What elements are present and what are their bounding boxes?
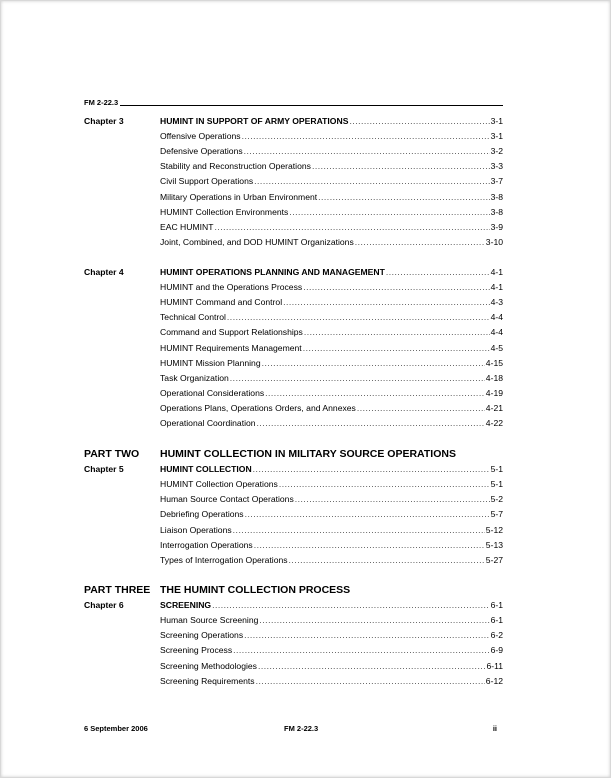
toc-entry[interactable] (84, 128, 503, 143)
toc-entry[interactable] (84, 294, 503, 309)
toc-entry[interactable] (84, 552, 503, 567)
toc-entry[interactable] (84, 189, 503, 204)
toc-entry[interactable] (84, 235, 503, 250)
page-number: 4-4 (490, 327, 503, 338)
chapter-label: Chapter 6 (84, 599, 124, 610)
toc-entry[interactable] (84, 370, 503, 385)
page-number: 4-1 (490, 266, 503, 277)
entry-title: Screening Methodologies (160, 660, 257, 671)
dot-leader (227, 312, 490, 322)
toc-entry[interactable] (84, 612, 503, 627)
page-number: 5-12 (485, 524, 503, 535)
dot-leader (233, 525, 485, 535)
page-number: 3-2 (490, 145, 503, 156)
dot-leader (304, 327, 490, 337)
entry-title: Screening Operations (160, 630, 244, 641)
toc-entry[interactable] (84, 673, 503, 688)
page-number: 3-1 (490, 130, 503, 141)
dot-leader (289, 207, 489, 217)
page-number: 3-8 (490, 206, 503, 217)
dot-leader (355, 237, 485, 247)
dot-leader (257, 418, 485, 428)
page-number: 5-1 (490, 478, 503, 489)
entry-title: HUMINT Collection Environments (160, 206, 289, 217)
toc-entry[interactable] (84, 159, 503, 174)
page-number: 4-19 (485, 388, 503, 399)
dot-leader (259, 615, 489, 625)
dot-leader (244, 630, 489, 640)
dot-leader (233, 645, 489, 655)
page-number: 6-1 (490, 599, 503, 610)
page-number: 5-13 (485, 539, 503, 550)
page-number: 6-2 (490, 630, 503, 641)
page-number: 5-27 (485, 554, 503, 565)
dot-leader (386, 267, 490, 277)
entry-title: Stability and Reconstruction Operations (160, 161, 311, 172)
dot-leader (214, 222, 489, 232)
part-heading (84, 446, 503, 461)
part-label: PART TWO (84, 447, 140, 460)
page-number: 5-1 (490, 463, 503, 474)
entry-title: Defensive Operations (160, 145, 243, 156)
page-number: 3-1 (490, 115, 503, 126)
toc-entry[interactable] (84, 279, 503, 294)
toc-entry[interactable] (84, 643, 503, 658)
page-number: 5-7 (490, 509, 503, 520)
page-number: 6-1 (490, 614, 503, 625)
dot-leader (303, 282, 489, 292)
dot-leader (254, 176, 489, 186)
toc-entry[interactable] (84, 219, 503, 234)
page-number: 4-22 (485, 418, 503, 429)
entry-title: HUMINT Command and Control (160, 296, 283, 307)
part-title: THE HUMINT COLLECTION PROCESS (160, 583, 351, 596)
toc-entry[interactable] (84, 204, 503, 219)
part-heading (84, 582, 503, 597)
running-header (84, 98, 503, 107)
dot-leader (349, 116, 489, 126)
chapter-label: Chapter 5 (84, 463, 124, 474)
chapter-title: HUMINT COLLECTION (160, 463, 252, 474)
part-label: PART THREE (84, 583, 151, 596)
dot-leader (279, 479, 490, 489)
part-title: HUMINT COLLECTION IN MILITARY SOURCE OPERATIONS (160, 447, 456, 460)
toc-section (84, 264, 503, 431)
entry-title: Liaison Operations (160, 524, 232, 535)
entry-title: EAC HUMINT (160, 221, 214, 232)
toc-entry[interactable] (84, 355, 503, 370)
chapter-entry[interactable] (84, 597, 503, 612)
entry-title: HUMINT Mission Planning (160, 357, 261, 368)
dot-leader (245, 509, 490, 519)
entry-title: Offensive Operations (160, 130, 241, 141)
dot-leader (258, 661, 485, 671)
page-number: 4-1 (490, 281, 503, 292)
entry-title: Military Operations in Urban Environment (160, 191, 318, 202)
dot-leader (230, 373, 485, 383)
toc-entry[interactable] (84, 310, 503, 325)
toc-entry[interactable] (84, 507, 503, 522)
dot-leader (312, 161, 490, 171)
chapter-label: Chapter 4 (84, 266, 124, 277)
entry-title: Debriefing Operations (160, 509, 244, 520)
entry-title: HUMINT and the Operations Process (160, 281, 303, 292)
entry-title: Screening Process (160, 645, 233, 656)
entry-title: Screening Requirements (160, 675, 255, 686)
header-rule (120, 105, 503, 106)
page-number: 3-7 (490, 176, 503, 187)
dot-leader (303, 343, 490, 353)
page-number: 4-15 (485, 357, 503, 368)
dot-leader (244, 146, 490, 156)
chapter-entry[interactable] (84, 264, 503, 279)
toc-entry[interactable] (84, 401, 503, 416)
toc-section (84, 446, 503, 568)
page-number: 3-3 (490, 161, 503, 172)
toc-entry[interactable] (84, 143, 503, 158)
dot-leader (254, 540, 485, 550)
toc-entry[interactable] (84, 476, 503, 491)
dot-leader (357, 403, 485, 413)
dot-leader (262, 358, 485, 368)
toc-entry[interactable] (84, 386, 503, 401)
toc-entry[interactable] (84, 416, 503, 431)
dot-leader (212, 600, 489, 610)
chapter-title: HUMINT IN SUPPORT OF ARMY OPERATIONS (160, 115, 349, 126)
toc-entry[interactable] (84, 325, 503, 340)
toc-section (84, 582, 503, 688)
entry-title: Operational Considerations (160, 388, 265, 399)
dot-leader (256, 676, 485, 686)
entry-title: HUMINT Requirements Management (160, 342, 302, 353)
chapter-title: SCREENING (160, 599, 212, 610)
chapter-entry[interactable] (84, 113, 503, 128)
entry-title: Types of Interrogation Operations (160, 554, 288, 565)
entry-title: Technical Control (160, 312, 226, 323)
dot-leader (289, 555, 485, 565)
page-number: 3-10 (485, 237, 503, 248)
dot-leader (242, 131, 490, 141)
page-number: 3-9 (490, 221, 503, 232)
entry-title: Human Source Contact Operations (160, 494, 294, 505)
entry-title: Civil Support Operations (160, 176, 254, 187)
entry-title: Human Source Screening (160, 614, 259, 625)
page-number: 6-9 (490, 645, 503, 656)
toc-section (84, 113, 503, 250)
toc-entry[interactable] (84, 340, 503, 355)
chapter-entry[interactable] (84, 461, 503, 476)
toc-entry[interactable] (84, 658, 503, 673)
page-number: 3-8 (490, 191, 503, 202)
dot-leader (253, 464, 490, 474)
page-number: 4-5 (490, 342, 503, 353)
entry-title: Command and Support Relationships (160, 327, 303, 338)
dot-leader (283, 297, 489, 307)
toc-entry[interactable] (84, 522, 503, 537)
chapter-title: HUMINT OPERATIONS PLANNING AND MANAGEMENT (160, 266, 385, 277)
page-number: 6-11 (486, 660, 503, 671)
entry-title: Task Organization (160, 372, 229, 383)
toc-entry[interactable] (84, 628, 503, 643)
entry-title: Joint, Combined, and DOD HUMINT Organizations (160, 237, 354, 248)
entry-title: Interrogation Operations (160, 539, 253, 550)
dot-leader (295, 494, 490, 504)
footer-doc-id: FM 2-22.3 (284, 724, 319, 733)
page-number: 4-21 (485, 403, 503, 414)
chapter-label: Chapter 3 (84, 115, 124, 126)
page-number: 4-3 (490, 296, 503, 307)
footer-page: ii (492, 724, 497, 733)
toc-entry[interactable] (84, 492, 503, 507)
page-number: 6-12 (485, 675, 503, 686)
toc-entry[interactable] (84, 537, 503, 552)
toc-entry[interactable] (84, 174, 503, 189)
entry-title: Operational Coordination (160, 418, 256, 429)
dot-leader (318, 192, 489, 202)
header-doc-id: FM 2-22.3 (84, 98, 119, 107)
page-number: 5-2 (490, 494, 503, 505)
dot-leader (265, 388, 485, 398)
page-number: 4-18 (485, 372, 503, 383)
entry-title: Operations Plans, Operations Orders, and Annexes (160, 403, 356, 414)
entry-title: HUMINT Collection Operations (160, 478, 278, 489)
page-number: 4-4 (490, 312, 503, 323)
footer-date: 6 September 2006 (84, 724, 148, 733)
